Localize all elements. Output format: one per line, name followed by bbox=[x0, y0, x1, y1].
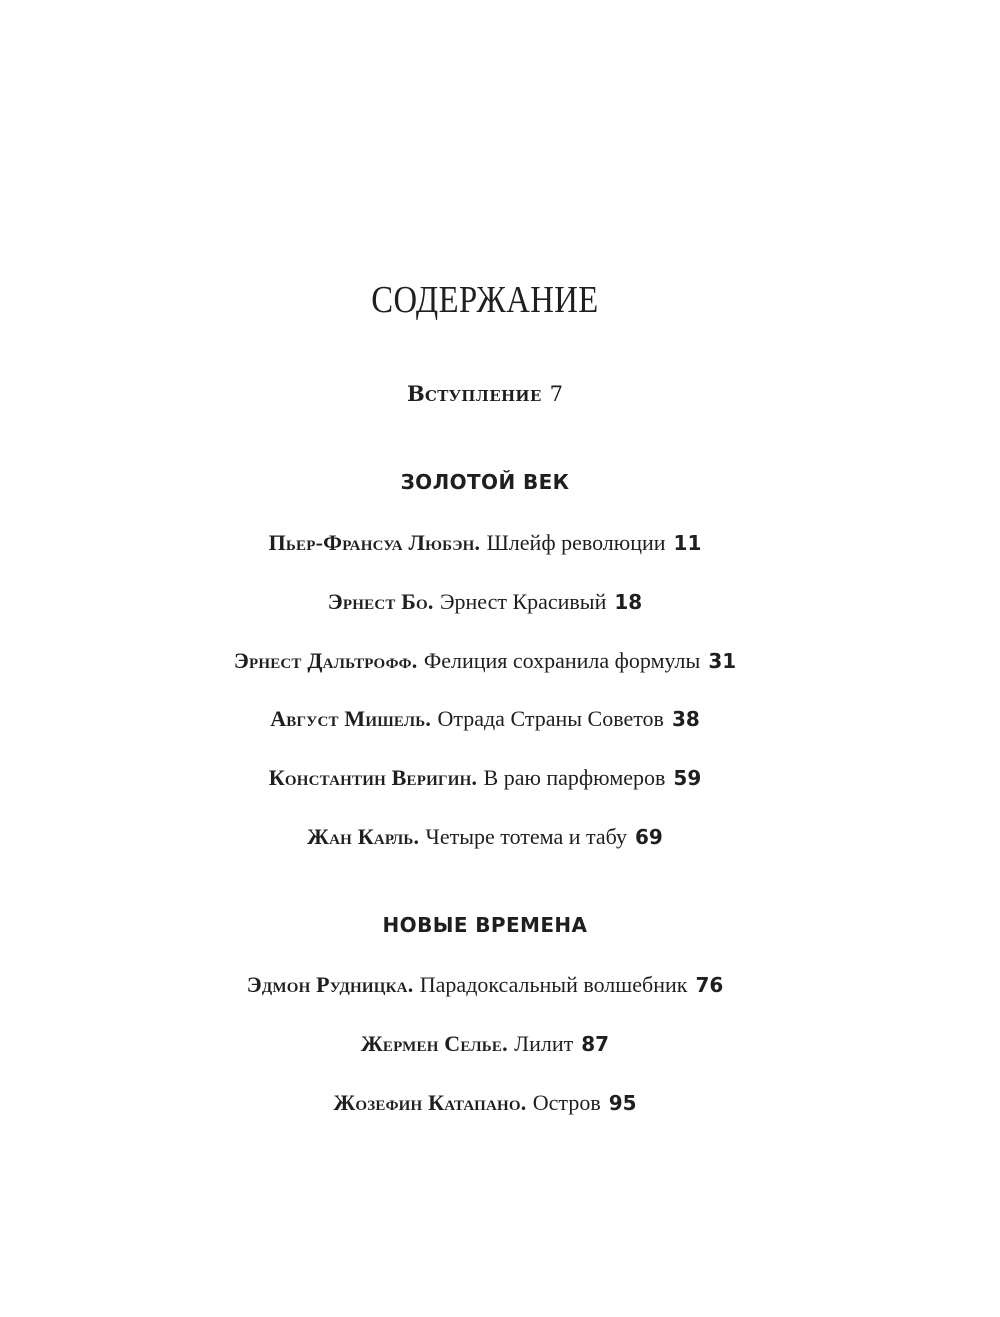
toc-entry[interactable] bbox=[0, 1090, 970, 1116]
toc-entry[interactable] bbox=[0, 824, 970, 850]
toc-entry-title: В раю парфюмеров bbox=[483, 765, 666, 790]
toc-entry-title: Остров bbox=[532, 1090, 601, 1115]
toc-entry[interactable] bbox=[0, 706, 970, 732]
toc-entry-page-number: 69 bbox=[635, 825, 663, 849]
toc-entry-title: Шлейф революции bbox=[486, 530, 666, 555]
toc-entry-page-number: 31 bbox=[708, 649, 737, 673]
toc-entry[interactable] bbox=[0, 589, 970, 615]
toc-entry-page-number: 76 bbox=[695, 973, 724, 997]
toc-entry-author: Константин Веригин. bbox=[268, 765, 478, 790]
toc-entry-author: Эрнест Дальтрофф. bbox=[233, 648, 418, 673]
toc-entry-title: Отрада Страны Советов bbox=[437, 706, 664, 731]
toc-entry-page-number: 59 bbox=[673, 766, 702, 790]
toc-entry-author: Август Мишель. bbox=[270, 706, 432, 731]
section-heading-new-times: НОВЫЕ ВРЕМЕНА bbox=[382, 913, 588, 937]
toc-entry-author: Жермен Селье. bbox=[360, 1031, 508, 1056]
toc-entry-title: Четыре тотема и табу bbox=[425, 824, 627, 849]
toc-entry-page-number: 11 bbox=[673, 531, 702, 555]
toc-entry-title: Эрнест Красивый bbox=[439, 589, 607, 614]
toc-entry-title: Лилит bbox=[514, 1031, 574, 1056]
section-heading-golden-age: ЗОЛОТОЙ ВЕК bbox=[400, 470, 570, 494]
toc-entry-title: Фелиция сохранила формулы bbox=[423, 648, 701, 673]
toc-entry[interactable] bbox=[0, 1031, 970, 1057]
toc-entry[interactable] bbox=[0, 765, 970, 791]
toc-entry-author: Жозефин Катапано. bbox=[333, 1090, 527, 1115]
page-title: СОДЕРЖАНИЕ bbox=[371, 279, 599, 321]
toc-entry-title: Парадоксальный волшебник bbox=[419, 972, 688, 997]
intro-label: Вступление bbox=[406, 381, 542, 406]
toc-entry-page-number: 87 bbox=[581, 1032, 610, 1056]
toc-entry-author: Эрнест Бо. bbox=[327, 589, 434, 614]
toc-entry-page-number: 18 bbox=[614, 590, 643, 614]
toc-entry[interactable] bbox=[0, 972, 970, 998]
toc-entry[interactable] bbox=[0, 648, 970, 674]
toc-entry-page-number: 95 bbox=[608, 1091, 637, 1115]
toc-entry-page-number: 38 bbox=[671, 707, 700, 731]
toc-entry-author: Жан Карль. bbox=[307, 824, 420, 849]
intro-page-number: 7 bbox=[549, 382, 564, 406]
toc-intro[interactable] bbox=[0, 381, 970, 406]
toc-entry[interactable] bbox=[0, 530, 970, 556]
toc-entry-author: Эдмон Рудницка. bbox=[246, 972, 414, 997]
toc-entry-author: Пьер-Франсуа Любэн. bbox=[268, 530, 481, 555]
